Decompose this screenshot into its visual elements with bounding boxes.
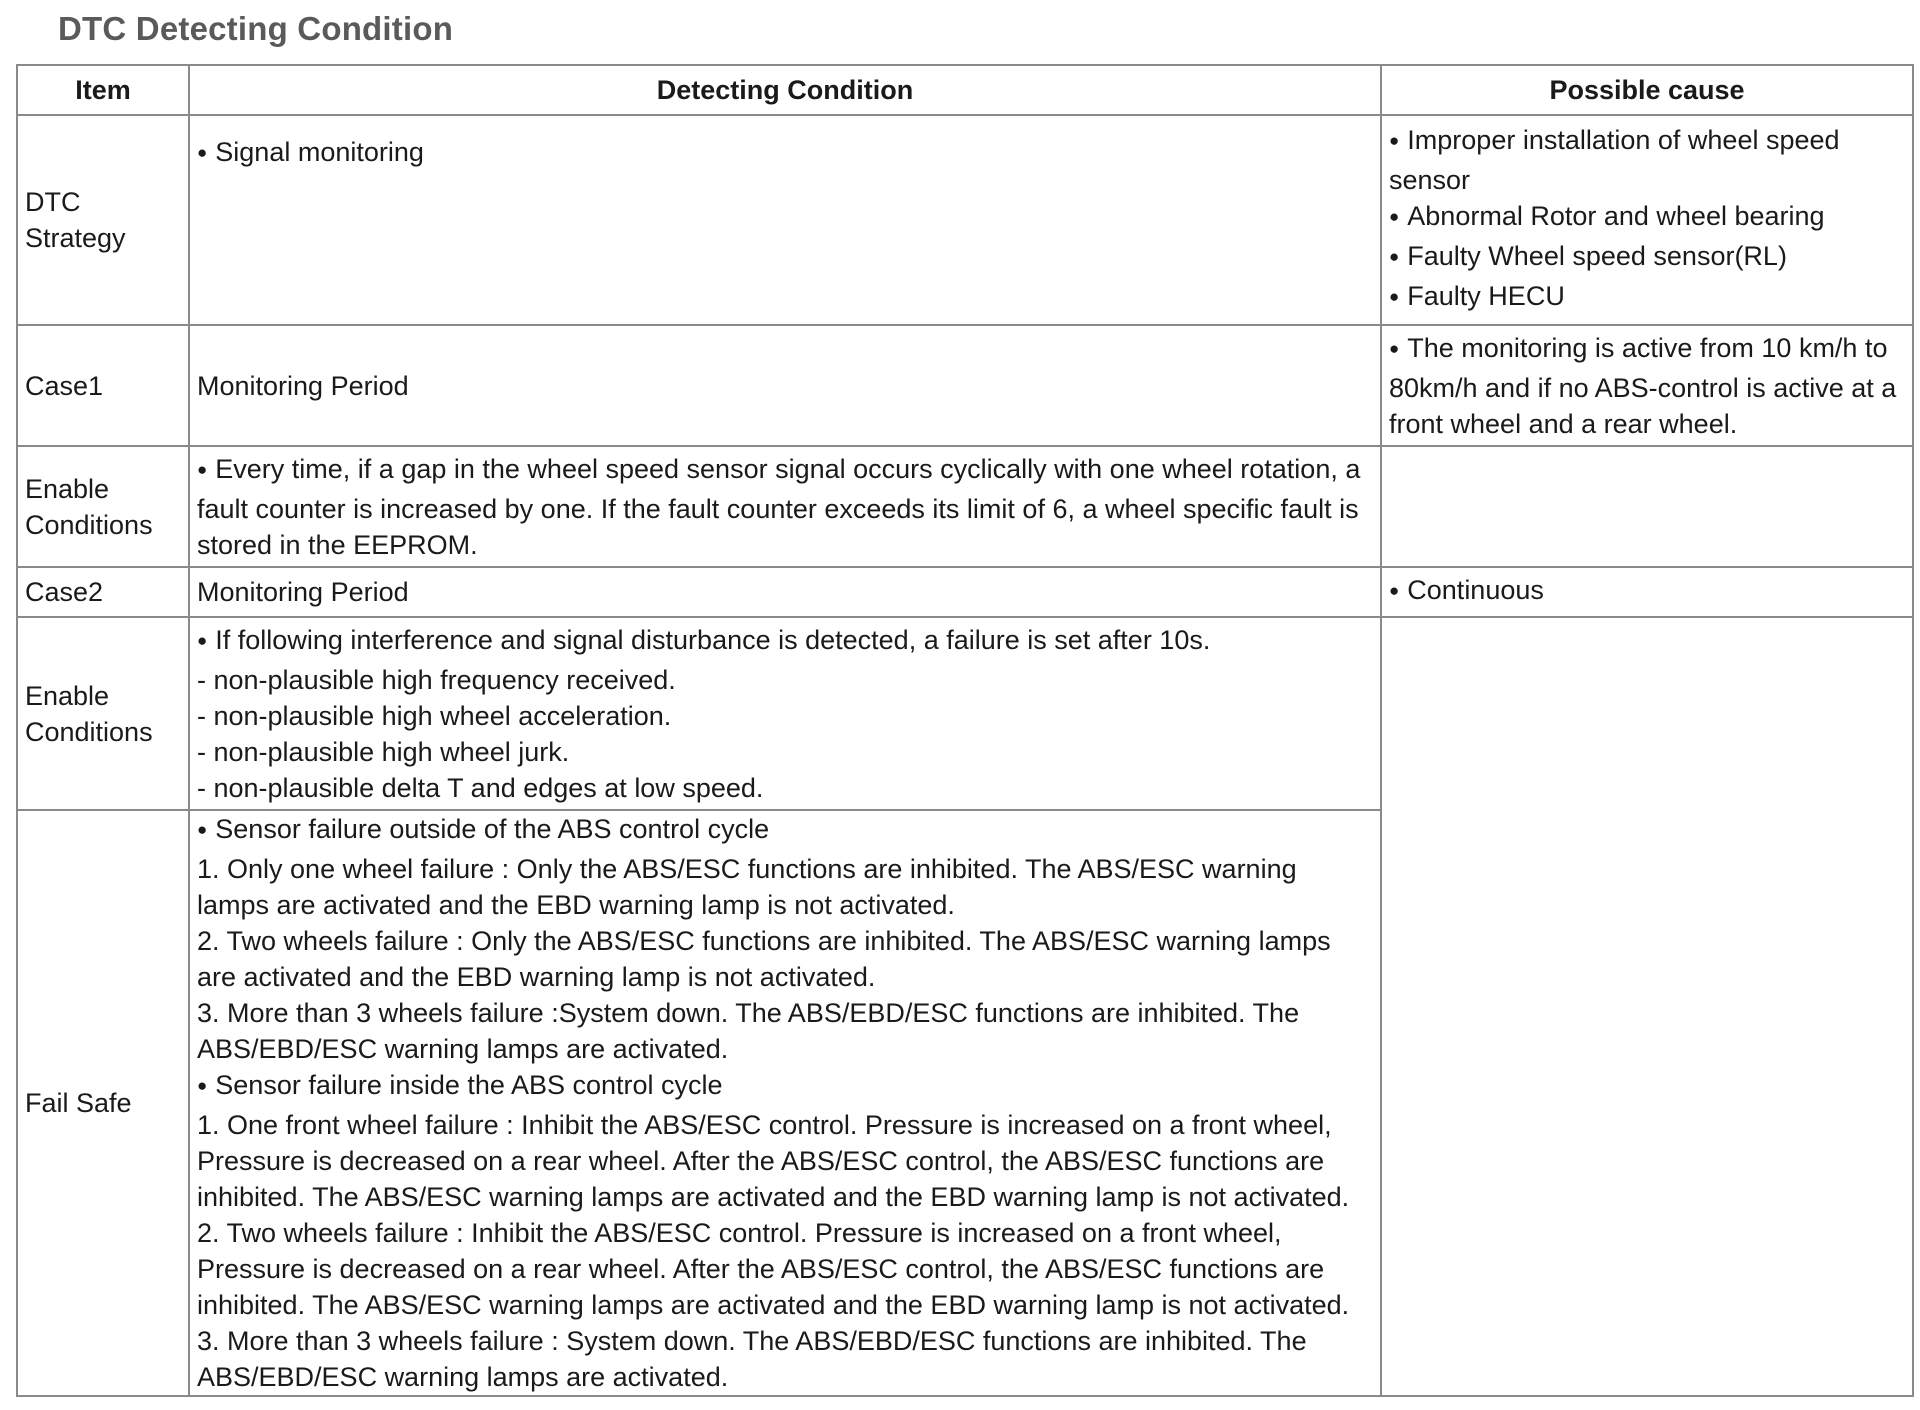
condition-cell (189, 446, 1381, 567)
item-label: Strategy (25, 223, 126, 253)
condition-cell: Monitoring Period (189, 325, 1381, 446)
row-case2 (17, 567, 1913, 617)
cause-item: ● Abnormal Rotor and wheel bearing (1389, 198, 1905, 238)
failsafe-item: 2. Two wheels failure : Only the ABS/ESC functions are inhibited. The ABS/ESC warning lamps are activated and the EBD warning lamp is not activated. (197, 926, 1331, 992)
condition-text: ● Signal monitoring (197, 134, 1373, 174)
row-enable-conditions-1 (17, 446, 1913, 567)
row-case1 (17, 325, 1913, 446)
cause-text: ● Continuous (1389, 572, 1905, 612)
condition-line: - non-plausible high wheel jurk. (197, 736, 570, 767)
failsafe-item: 1. Only one wheel failure : Only the ABS/ESC functions are inhibited. The ABS/ESC warning lamps are activated and the EBD warning lamp is not activated. (197, 854, 1297, 920)
condition-cell (189, 115, 1381, 325)
condition-cell: Monitoring Period (189, 567, 1381, 617)
cause-cell-empty (1381, 446, 1913, 567)
header-detecting-condition: Detecting Condition (189, 65, 1381, 115)
cause-cell (1381, 115, 1913, 325)
item-cell (17, 617, 189, 810)
failsafe-item: 3. More than 3 wheels failure : System down. The ABS/EBD/ESC functions are inhibited. The ABS/EBD/ESC warning lamps are activated. (197, 1326, 1307, 1392)
cause-item: ● Faulty Wheel speed sensor(RL) (1389, 238, 1905, 278)
item-cell (17, 115, 189, 325)
item-label: DTC (25, 187, 81, 217)
row-enable-conditions-2 (17, 617, 1913, 810)
cause-text: ● The monitoring is active from 10 km/h to 80km/h and if no ABS-control is active at a front wheel and a rear wheel. (1389, 330, 1905, 442)
header-possible-cause: Possible cause (1381, 65, 1913, 115)
item-cell: Fail Safe (17, 810, 189, 1396)
cause-item: ● Faulty HECU (1389, 278, 1905, 318)
condition-line: - non-plausible delta T and edges at low speed. (197, 772, 764, 803)
item-cell (17, 446, 189, 567)
row-dtc-strategy (17, 115, 1913, 325)
cause-cell (1381, 325, 1913, 446)
condition-line: - non-plausible high frequency received. (197, 664, 676, 695)
condition-cell (189, 810, 1381, 1396)
cause-cell-empty (1381, 617, 1913, 1396)
page-title: DTC Detecting Condition (58, 10, 454, 47)
item-label: Conditions (25, 509, 153, 540)
failsafe-item: 1. One front wheel failure : Inhibit the ABS/ESC control. Pressure is increased on a front wheel, Pressure is decreased on a rear wheel. After the ABS/ESC control, the ABS/ESC functions are inhibited. The ABS/ESC warning lamps are activated and the EBD warning lamp is not activated. (197, 1110, 1350, 1212)
cause-cell (1381, 567, 1913, 617)
failsafe-heading-outside: ● Sensor failure outside of the ABS control cycle (197, 811, 1373, 851)
item-cell: Case2 (17, 567, 189, 617)
item-label: Conditions (25, 716, 153, 747)
condition-text: ● If following interference and signal disturbance is detected, a failure is set after 10s. (197, 622, 1373, 662)
failsafe-item: 3. More than 3 wheels failure :System down. The ABS/EBD/ESC functions are inhibited. The ABS/EBD/ESC warning lamps are activated. (197, 998, 1300, 1064)
failsafe-item: 2. Two wheels failure : Inhibit the ABS/ESC control. Pressure is increased on a front wheel, Pressure is decreased on a rear wheel. After the ABS/ESC control, the ABS/ESC functions are inhibited. The ABS/ESC warning lamps are activated and the EBD warning lamp is not activated. (197, 1218, 1350, 1320)
item-label: Enable (25, 473, 110, 504)
item-cell: Case1 (17, 325, 189, 446)
condition-cell (189, 617, 1381, 810)
header-item: Item (17, 65, 189, 115)
failsafe-heading-inside: ● Sensor failure inside the ABS control cycle (197, 1067, 1373, 1107)
cause-item: ● Improper installation of wheel speed sensor (1389, 122, 1905, 198)
item-label: Enable (25, 680, 110, 711)
dtc-table (16, 64, 1914, 1397)
condition-line: - non-plausible high wheel acceleration. (197, 700, 672, 731)
header-row (17, 65, 1913, 115)
condition-text: ● Every time, if a gap in the wheel speed sensor signal occurs cyclically with one wheel rotation, a fault counter is increased by one. If the fault counter exceeds its limit of 6, a wheel specific fault is stored in the EEPROM. (197, 451, 1373, 563)
